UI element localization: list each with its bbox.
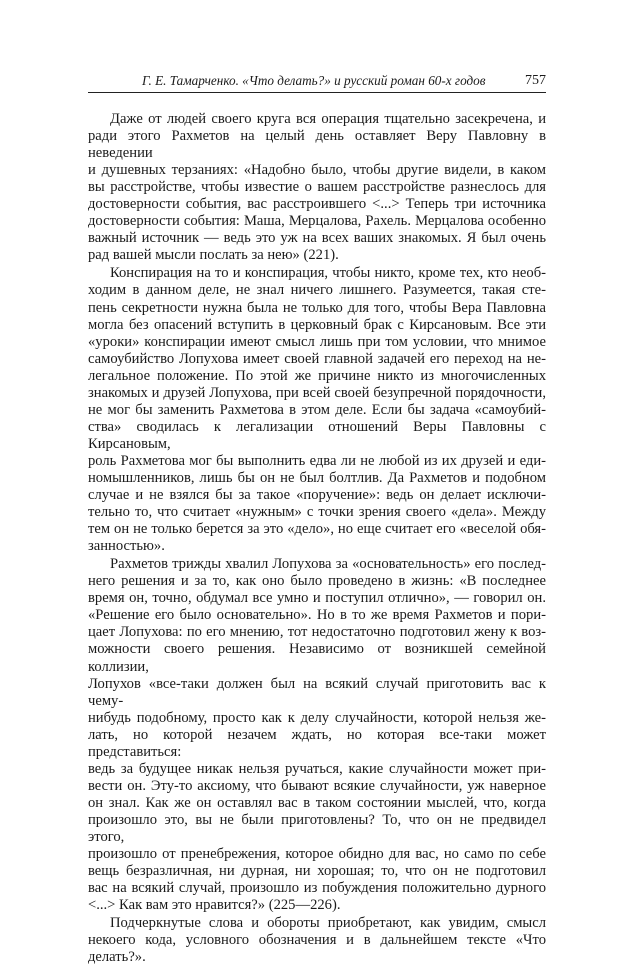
text-line: и душевных терзаниях: «Надобно было, чтобы другие видели, в каком (88, 162, 546, 179)
text-line: тем он не только берется за это «дело», но еще считает его «веселой обя- (88, 521, 546, 538)
text-line: могла без опасений вступить в церковный брак с Кирсановым. Все эти (88, 316, 546, 333)
text-line: случае и не взялся бы за такое «поручение»: ведь он делает исключи- (88, 487, 546, 504)
text-line: пень секретности нужна была не только для того, чтобы Вера Павловна (88, 299, 546, 316)
text-line: Лопухов «все-таки должен был на всякий случай приготовить вас к чему- (88, 675, 546, 709)
text-line: легальное положение. По этой же причине никто из многочисленных (88, 367, 546, 384)
text-line: «уроки» конспирации имеют смысл лишь при том условии, что мнимое (88, 333, 546, 350)
text-line: Подчеркнутые слова и обороты приобретают, как увидим, смысл (110, 915, 546, 932)
text-line: роль Рахметова мог бы выполнить едва ли не любой из их друзей и еди- (88, 452, 546, 469)
text-line: тельно то, что считает «нужным» с точки зрения своего «дела». Между (88, 504, 546, 521)
text-line: самоубийство Лопухова имеет своей главной задачей его переход на не- (88, 350, 546, 367)
paragraph-4 (88, 915, 546, 966)
paragraph-1 (88, 111, 546, 264)
text-line: нибудь подобному, просто как к делу случайности, которой нельзя же- (88, 709, 546, 726)
text-line: цает Лопухова: по его мнению, тот недостаточно подготовил жену к воз- (88, 624, 546, 641)
running-title: Г. Е. Тамарченко. «Что делать?» и русский роман 60-х годов (142, 73, 486, 88)
text-line: достоверности события, вас расстроившего <...> Теперь три источника (88, 196, 546, 213)
text-line: достоверности события: Маша, Мерцалова, Рахель. Мерцалова особенно (88, 213, 546, 230)
header-rule (88, 92, 546, 93)
text-line: он знал. Как же он оставлял вас в таком состоянии мыслей, что, когда (88, 794, 546, 811)
text-line: лать, но которой незачем ждать, но которая все-таки может представиться: (88, 726, 546, 760)
text-line: некоего кода, условного обозначения и в дальнейшем тексте «Что (88, 932, 546, 949)
text-line: вещь безразличная, ни дурная, ни хорошая; то, что он не подготовил (88, 863, 546, 880)
text-line: произошло это, вы не были приготовлены? То, что он не предвидел этого, (88, 811, 546, 845)
text-line: ведь за будущее никак нельзя ручаться, какие случайности может при- (88, 760, 546, 777)
text-line: «Решение его было основательно». Но в то же время Рахметов и пори- (88, 607, 546, 624)
paragraph-3 (88, 556, 546, 914)
text-line: номышленников, лишь бы он не был болтлив. Да Рахметов и подобном (88, 469, 546, 486)
text-line: Конспирация на то и конспирация, чтобы никто, кроме тех, кто необ- (110, 265, 546, 282)
text-line: рад вашей мысли послать за нею» (221). (88, 247, 339, 264)
text-line: Рахметов трижды хвалил Лопухова за «основательность» его послед- (110, 556, 546, 573)
text-line: знакомых и друзей Лопухова, при всей своей безупречной порядочности, (88, 384, 546, 401)
text-line: вас на всякий случай, произошло из побуждения положительно дурного (88, 880, 546, 897)
text-line: важный источник — ведь это уж на всех ваших знакомых. Я был очень (88, 230, 546, 247)
text-line: вести он. Эту-то аксиому, что бывают всякие случайности, уж наверное (88, 777, 546, 794)
text-line: время он, точно, обдумал все умно и поступил отлично», — говорил он. (88, 590, 546, 607)
text-line: делать?». (88, 949, 146, 966)
paragraph-2 (88, 265, 546, 555)
page-number: 757 (525, 73, 546, 88)
text-line: произошло от пренебрежения, которое обидно для вас, но само по себе (88, 846, 546, 863)
text-line: вы расстройстве, чтобы известие о вашем расстройстве разнеслось для (88, 179, 546, 196)
text-line: занностью». (88, 538, 165, 555)
text-line: <...> Как вам это нравится?» (225—226). (88, 897, 341, 914)
text-line: Даже от людей своего круга вся операция тщательно засекречена, и (110, 111, 546, 127)
body-text (88, 111, 546, 966)
text-line: не мог бы заменить Рахметова в этом деле. Если бы задача «самоубий- (88, 401, 546, 418)
text-line: ради этого Рахметов на целый день оставляет Веру Павловну в неведении (88, 128, 546, 162)
text-line: можности своего решения. Независимо от возникшей семейной коллизии, (88, 641, 546, 675)
text-line: ства» сводилась к легализации отношений Веры Павловны с Кирсановым, (88, 418, 546, 452)
text-line: ходим в данном деле, не знал ничего лишнего. Разумеется, такая сте- (88, 282, 546, 299)
text-line: него решения и за то, как оно было проведено в жизнь: «В последнее (88, 573, 546, 590)
